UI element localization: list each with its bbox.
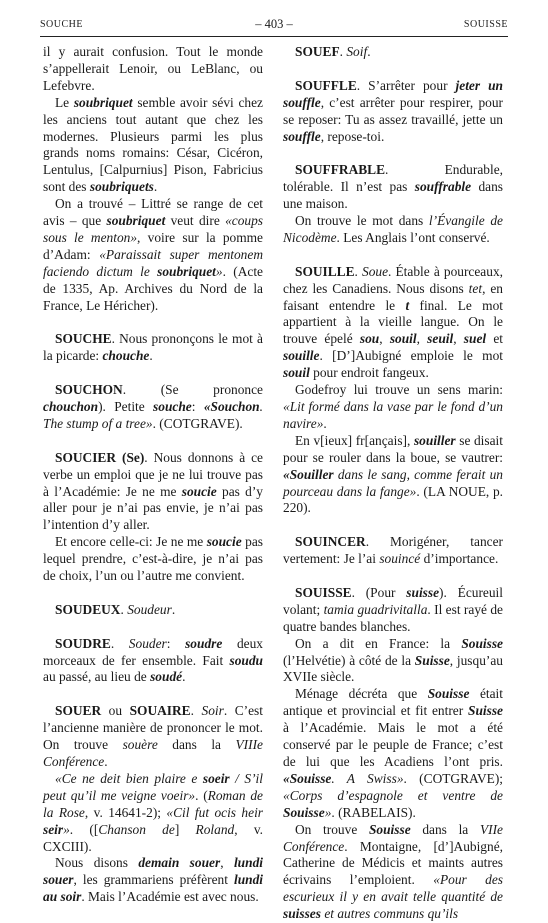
- text-run: Godefroy lui trouve un sens marin:: [295, 382, 503, 398]
- dictionary-entry: [43, 602, 263, 619]
- text-run: , en faisant entendre le: [283, 280, 503, 313]
- text-run: seuil: [427, 331, 454, 347]
- text-run: . (Pour: [351, 584, 407, 600]
- headword: SOUISSE: [295, 584, 352, 600]
- text-run: était antique et provincial et fit entrer: [283, 686, 503, 719]
- text-run: . C’est l’ancienne manière de prononcer le mot. On trouve: [43, 703, 263, 753]
- text-run: ,: [220, 855, 234, 871]
- text-run: »: [63, 821, 70, 837]
- headword: SOUCHE: [55, 331, 112, 347]
- text-run: .: [171, 601, 176, 617]
- text-run: Chanson de: [98, 821, 175, 837]
- text-run: , les grammariens préfèrent: [73, 872, 234, 888]
- text-run: Souisse: [283, 804, 325, 820]
- text-run: Soir: [201, 703, 224, 719]
- text-run: Souder: [128, 635, 167, 651]
- text-run: On a dit en France: la: [295, 635, 462, 651]
- headword: SOUCHON: [55, 382, 123, 398]
- text-run: , jusqu’au XVIIe siècle.: [283, 652, 504, 685]
- text-run: «Souiller: [283, 466, 334, 482]
- text-run: .: [190, 703, 202, 719]
- text-run: . Les Anglais l’ont conservé.: [336, 229, 490, 245]
- text-run: Ménage décréta que: [295, 686, 428, 702]
- entry-paragraph: [43, 44, 263, 95]
- text-run: On a trouvé – Littré se range de cet avis – que: [43, 196, 263, 229]
- dictionary-entry: [43, 450, 263, 535]
- text-run: soubriquets: [89, 179, 154, 195]
- text-run: se disait pour se rouler dans la boue, se vautrer:: [283, 432, 503, 465]
- headword: SOUFFRABLE: [295, 162, 386, 178]
- text-run: .: [120, 601, 128, 617]
- text-run: .: [110, 635, 129, 651]
- text-run: .: [182, 669, 186, 685]
- text-run: au passé, au lieu de: [43, 669, 151, 685]
- text-run: «Lit formé dans la vase par le fond d’un navire»: [283, 398, 503, 431]
- text-run: «Cil fut ocis heir: [166, 804, 263, 820]
- text-run: soubriquet: [157, 263, 216, 279]
- text-run: «Souisse: [283, 770, 332, 786]
- text-run: lundi souer: [43, 855, 263, 888]
- text-run: «Corps d’espagnole et ventre de: [283, 787, 503, 803]
- text-run: . (: [195, 787, 208, 803]
- text-run: . Nous donnons à ce verbe un emploi que je ne lui trouve pas à l’Académie: Je ne me: [43, 449, 263, 499]
- paragraph-gap: [43, 365, 263, 382]
- text-run: suel: [463, 331, 487, 347]
- text-run: Souisse: [461, 635, 503, 651]
- right-column: [283, 44, 503, 923]
- text-run: ,: [379, 331, 390, 347]
- text-run: . Mais l’Académie est avec nous.: [81, 889, 259, 905]
- text-run: dans une maison.: [283, 179, 503, 212]
- text-run: souille: [283, 348, 320, 364]
- text-run: souil: [389, 331, 417, 347]
- text-run: souil: [283, 365, 310, 381]
- text-run: Soif: [346, 44, 368, 59]
- text-run: ]: [174, 821, 196, 837]
- text-run: ,: [416, 331, 428, 347]
- text-run: En v[ieux] fr[ançais],: [295, 432, 414, 448]
- text-run: soucie: [181, 483, 217, 499]
- paragraph-gap: [283, 61, 503, 78]
- text-run: . (COTGRAVE).: [152, 415, 243, 431]
- entry-paragraph: [43, 771, 263, 856]
- text-run: Le: [55, 94, 74, 110]
- text-run: ). Petite: [98, 399, 154, 414]
- text-run: . (COTGRAVE);: [403, 770, 503, 786]
- text-run: »: [215, 263, 223, 279]
- text-run: Nous disons: [55, 855, 139, 871]
- text-run: :: [191, 399, 204, 414]
- text-run: .: [104, 753, 108, 769]
- paragraph-gap: [43, 315, 263, 332]
- paragraph-gap: [43, 585, 263, 602]
- text-run: jeter un souffle: [283, 77, 503, 110]
- text-run: (l’Helvétie) à côté de la: [283, 652, 415, 668]
- text-run: .: [367, 44, 371, 59]
- text-run: . Il est rayé de quatre bandes blanches.: [283, 601, 503, 634]
- text-run: et autres communs qu’ils: [320, 906, 459, 922]
- text-run: sou: [359, 331, 380, 347]
- text-run: seir: [43, 821, 64, 837]
- paragraph-gap: [43, 686, 263, 703]
- text-run: à l’Académie. Mais le mot a été conservé par le peuple de France; c’est de lui que les Acadiens l’ont pris.: [283, 720, 503, 769]
- text-run: pas lequel prendre, c’est-à-dire, je n’ai pas de choix, l’un ou l’autre me convient.: [43, 534, 263, 584]
- paragraph-gap: [283, 568, 503, 585]
- paragraph-gap: [283, 247, 503, 264]
- text-run: l’Évangile de Nicodème: [283, 213, 503, 245]
- text-run: chouchon: [43, 399, 99, 414]
- text-run: demain souer: [138, 855, 221, 871]
- dictionary-entry: [283, 78, 503, 146]
- text-run: lundi au soir: [43, 872, 263, 905]
- text-run: ). Écureuil volant;: [283, 584, 503, 617]
- headword: SOUFFLE: [295, 77, 357, 93]
- text-run: soucie: [206, 534, 242, 550]
- text-run: semble avoir sévi chez les anciens tout autant que chez les modernes. Plusieurs parmi les plus grands noms romains: César, Cicéron, Lentulus, [Calpurnius] Pison, Fabricius sont des: [43, 94, 263, 195]
- text-run: .: [354, 263, 363, 279]
- paragraph-gap: [283, 517, 503, 534]
- text-run: dans le sang, comme ferait un pourceau dans la fange»: [283, 466, 503, 499]
- entry-paragraph: [43, 855, 263, 906]
- text-run: tamia guadrivitalla: [323, 601, 428, 617]
- text-run: suisses: [283, 906, 321, 922]
- text-run: :: [166, 635, 186, 651]
- headword: SOUDRE: [55, 635, 111, 651]
- text-run: soubriquet: [73, 94, 133, 110]
- text-run: , v. CXCIII).: [43, 821, 264, 854]
- text-run: . [D’]Aubigné emploie le mot: [319, 348, 503, 364]
- entry-paragraph: [43, 534, 263, 585]
- text-run: et: [486, 331, 503, 347]
- text-run: souère: [122, 737, 158, 753]
- text-run: «Paraissait super mentonem faciendo dictum le: [43, 246, 263, 279]
- text-run: . (LA NOUE, p. 220).: [283, 483, 504, 516]
- text-run: t: [405, 297, 410, 313]
- entry-paragraph: [283, 636, 503, 687]
- text-run: «Pour des escurieux il y en avait telle quantité de: [283, 872, 503, 905]
- headword: SOUCIER (Se): [55, 449, 145, 465]
- header-rule: [40, 36, 508, 37]
- text-run: soudre: [185, 635, 223, 651]
- paragraph-gap: [43, 433, 263, 450]
- text-run: soeir: [202, 770, 230, 786]
- text-run: . S’arrêter pour: [356, 77, 456, 93]
- text-run: «coups sous le menton»: [43, 213, 263, 245]
- text-run: .: [149, 348, 153, 364]
- text-run: On trouve: [295, 821, 369, 837]
- text-run: Roman de la Rose: [43, 787, 263, 820]
- text-run: ,: [453, 331, 464, 347]
- text-run: chouche: [102, 348, 150, 364]
- text-run: . (RABELAIS).: [331, 804, 416, 820]
- text-run: souche: [153, 399, 192, 414]
- entry-paragraph: [283, 822, 503, 923]
- text-run: .: [153, 179, 158, 195]
- headword: SOUER: [55, 703, 102, 719]
- text-run: Suisse: [468, 703, 503, 719]
- text-run: . (Acte de 1335, Ap. Archives du Nord de la France, Le Héricher).: [43, 263, 263, 313]
- text-run: tet: [468, 280, 483, 296]
- text-run: ou: [101, 703, 130, 719]
- headword: SOUINCER: [295, 534, 366, 550]
- text-run: .: [323, 415, 327, 431]
- text-run: Soue: [362, 263, 389, 279]
- headword: SOUEF: [295, 44, 340, 59]
- text-run: . (Se prononce: [122, 382, 263, 398]
- text-run: souffle: [283, 128, 321, 144]
- text-run: soudu: [229, 652, 263, 668]
- entry-paragraph: [283, 433, 503, 518]
- text-run: . Étable à pourceaux, chez les Canadiens. Nous disons: [283, 263, 503, 296]
- text-run: souiller: [413, 432, 456, 448]
- text-run: . Montaigne, [d’]Aubigné, Catherine de Médicis et maints autres écrivains l’emploient.: [283, 838, 503, 888]
- entry-paragraph: [283, 213, 503, 247]
- text-run: Suisse: [414, 652, 450, 668]
- dictionary-entry: [43, 636, 263, 687]
- text-run: Souisse: [427, 686, 470, 702]
- text-run: . A Swiss»: [331, 770, 404, 786]
- entry-paragraph: [283, 382, 503, 433]
- text-run: d’importance.: [420, 551, 499, 567]
- text-run: Et encore celle-ci: Je ne me: [55, 534, 207, 550]
- text-run: »: [324, 804, 332, 820]
- text-run: . ([: [69, 821, 99, 837]
- dictionary-entry: [283, 585, 503, 636]
- text-run: Roland: [195, 821, 235, 837]
- dictionary-entry: [283, 162, 503, 213]
- dictionary-entry: [43, 703, 263, 771]
- headword: SOUAIRE: [129, 703, 191, 719]
- text-run: On trouve le mot dans: [295, 213, 429, 229]
- paragraph-gap: [283, 145, 503, 162]
- entry-paragraph: [43, 95, 263, 196]
- text-run: Soudeur: [127, 601, 172, 617]
- paragraph-gap: [43, 619, 263, 636]
- text-run: pas d’y aller pour je n’ai pas envie, je n’ai pas l’intention d’y aller.: [43, 483, 263, 533]
- text-run: dans la: [157, 737, 236, 753]
- text-run: VIIe Conférence: [283, 821, 503, 854]
- text-run: «Ce ne deit bien plaire e: [55, 770, 203, 786]
- text-run: veut dire: [165, 213, 226, 229]
- text-run: souffrable: [414, 179, 472, 195]
- text-run: Souisse: [368, 821, 411, 837]
- text-run: VIIIe Conférence: [43, 737, 263, 769]
- headword: SOUILLE: [295, 263, 355, 279]
- dictionary-entry: [43, 331, 263, 365]
- text-run: «Souchon: [203, 399, 260, 414]
- text-run: .: [339, 44, 347, 59]
- text-run: / S’il peut qu’il me veigne voeir»: [43, 770, 263, 803]
- dictionary-entry: [283, 534, 503, 568]
- dictionary-entry: [43, 382, 263, 433]
- text-run: il y aurait confusion. Tout le monde s’appellerait Lenoir, ou LeBlanc, ou Lefebvre.: [43, 44, 263, 93]
- text-run: . The stump of a tree»: [43, 399, 263, 431]
- text-run: . Nous prononçons le mot à la picarde:: [43, 331, 263, 364]
- text-run: , v. 14641-2);: [84, 804, 167, 820]
- text-run: final. Le mot appartient à la vieille langue. On le trouve épelé: [283, 297, 503, 347]
- text-run: pour endroit fangeux.: [309, 365, 429, 381]
- text-run: soubriquet: [106, 213, 166, 229]
- text-run: , repose-toi.: [320, 128, 385, 144]
- running-header: [40, 17, 508, 35]
- header-right-guide-word: SOUISSE: [463, 19, 508, 30]
- text-run: deux morceaux de fer ensemble. Fait: [43, 635, 263, 668]
- text-run: . Endurable, tolérable. Il n’est pas: [283, 162, 503, 195]
- text-run: , voire sur la pomme d’Adam:: [43, 229, 263, 262]
- header-left-guide-word: SOUCHE: [40, 19, 84, 30]
- page-number: – 403 –: [255, 17, 293, 31]
- text-run: soudé: [150, 669, 183, 685]
- dictionary-entry: [283, 264, 503, 382]
- text-run: dans la: [410, 821, 480, 837]
- dictionary-entry: [283, 44, 503, 61]
- left-column: [43, 44, 263, 906]
- text-run: suisse: [406, 584, 440, 600]
- headword: SOUDEUX: [55, 601, 121, 617]
- text-run: souincé: [379, 551, 421, 567]
- text-run: , c’est arrêter pour respirer, pour se reposer: Tu as assez travaillé, jette un: [283, 94, 503, 127]
- text-run: . Morigéner, tancer vertement: Je l’ai: [283, 534, 503, 567]
- entry-paragraph: [283, 686, 503, 821]
- entry-paragraph: [43, 196, 263, 314]
